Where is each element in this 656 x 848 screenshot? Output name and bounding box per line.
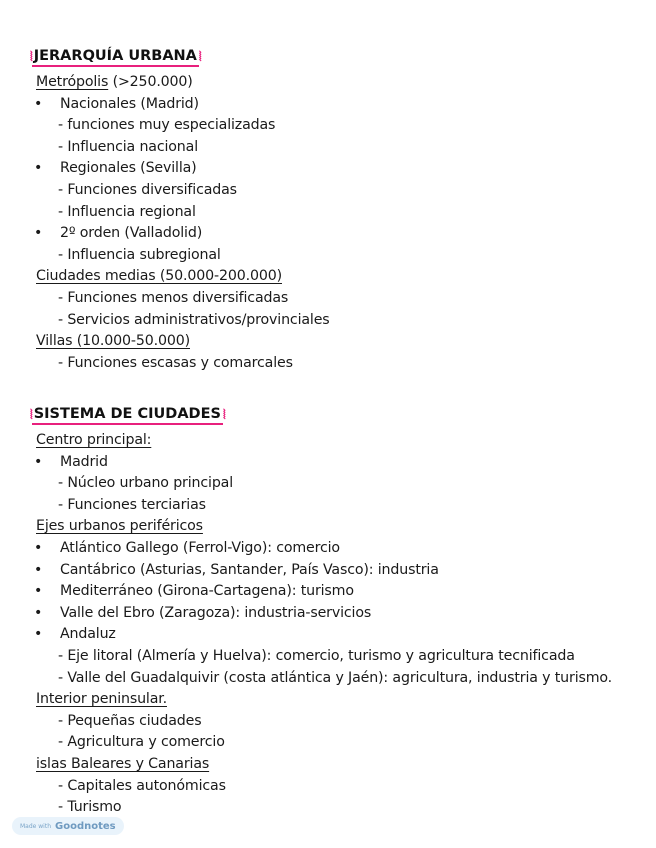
category-islas bbox=[30, 754, 612, 776]
list-item: • Regionales (Sevilla) bbox=[30, 158, 330, 180]
section-heading bbox=[30, 402, 612, 428]
list-subitem: - Pequeñas ciudades bbox=[58, 712, 202, 729]
list-item: • Madrid bbox=[30, 452, 612, 474]
list-item: • Andaluz bbox=[30, 624, 612, 646]
category-range: (50.000-200.000) bbox=[155, 268, 282, 285]
bullet-icon: • bbox=[34, 225, 43, 242]
category-label: Ciudades medias bbox=[36, 268, 156, 285]
heading-title: JERARQUÍA URBANA bbox=[32, 48, 199, 67]
section-sistema-de-ciudades bbox=[30, 402, 612, 819]
list-subitem: - Influencia subregional bbox=[58, 246, 221, 263]
category-range: (>250.000) bbox=[108, 74, 193, 90]
goodnotes-badge bbox=[12, 817, 124, 835]
bullet-icon: • bbox=[34, 583, 43, 600]
category-label: Metrópolis bbox=[36, 74, 109, 90]
list-item: • Mediterráneo (Girona-Cartagena): turismo bbox=[30, 581, 612, 603]
category-ciudades-medias bbox=[30, 266, 330, 288]
section-heading bbox=[30, 44, 330, 70]
category-label: Interior peninsular. bbox=[36, 691, 167, 708]
list-subitem: - Agricultura y comercio bbox=[58, 734, 225, 751]
bullet-icon: • bbox=[34, 626, 43, 643]
heading-decoration-right-icon: ⦚ bbox=[222, 407, 225, 423]
heading-decoration-right-icon: ⦚ bbox=[198, 49, 201, 65]
category-label: Villas bbox=[36, 333, 73, 350]
bullet-icon: • bbox=[34, 604, 43, 621]
badge-brand: Goodnotes bbox=[55, 820, 116, 832]
category-metropolis bbox=[30, 72, 330, 94]
category-label: islas Baleares y Canarias bbox=[36, 755, 210, 772]
bullet-icon: • bbox=[34, 453, 43, 470]
list-item: • Atlántico Gallego (Ferrol-Vigo): comercio bbox=[30, 538, 612, 560]
bullet-icon: • bbox=[34, 95, 43, 112]
category-label: Centro principal: bbox=[36, 432, 152, 448]
list-subitem: - Funciones diversificadas bbox=[58, 181, 237, 198]
list-item: • Valle del Ebro (Zaragoza): industria-servicios bbox=[30, 603, 612, 625]
list-item: • Nacionales (Madrid) bbox=[30, 94, 330, 116]
category-label: Ejes urbanos periféricos bbox=[36, 518, 203, 535]
category-interior-peninsular bbox=[30, 689, 612, 711]
bullet-icon: • bbox=[34, 160, 43, 177]
list-subitem: - Servicios administrativos/provinciales bbox=[58, 311, 330, 328]
list-subitem: - Núcleo urbano principal bbox=[58, 475, 234, 492]
list-subitem: - Valle del Guadalquivir (costa atlántica y Jaén): agricultura, industria y turismo. bbox=[58, 669, 613, 686]
bullet-icon: • bbox=[34, 561, 43, 578]
list-subitem: - Eje litoral (Almería y Huelva): comercio, turismo y agricultura tecnificada bbox=[58, 647, 575, 664]
list-subitem: - Funciones escasas y comarcales bbox=[58, 354, 293, 371]
category-range: (10.000-50.000) bbox=[72, 333, 190, 350]
heading-decoration-left-icon: ⦚ bbox=[30, 407, 32, 423]
list-subitem: - Influencia nacional bbox=[58, 138, 198, 155]
list-subitem: - Funciones terciarias bbox=[58, 496, 206, 513]
list-subitem: - Influencia regional bbox=[58, 203, 196, 220]
heading-title: SISTEMA DE CIUDADES bbox=[32, 406, 223, 425]
section-jerarquia-urbana bbox=[30, 44, 330, 374]
list-subitem: - Capitales autonómicas bbox=[58, 777, 226, 794]
bullet-icon: • bbox=[34, 539, 43, 556]
heading-decoration-left-icon: ⦚ bbox=[30, 49, 32, 65]
list-item: • 2º orden (Valladolid) bbox=[30, 223, 330, 245]
category-ejes-urbanos bbox=[30, 516, 612, 538]
badge-prefix: Made with bbox=[20, 822, 51, 830]
category-centro-principal bbox=[30, 430, 612, 452]
list-item: • Cantábrico (Asturias, Santander, País Vasco): industria bbox=[30, 560, 612, 582]
category-villas bbox=[30, 331, 330, 353]
list-subitem: - funciones muy especializadas bbox=[58, 117, 276, 134]
list-subitem: - Turismo bbox=[58, 799, 122, 816]
list-subitem: - Funciones menos diversificadas bbox=[58, 289, 289, 306]
